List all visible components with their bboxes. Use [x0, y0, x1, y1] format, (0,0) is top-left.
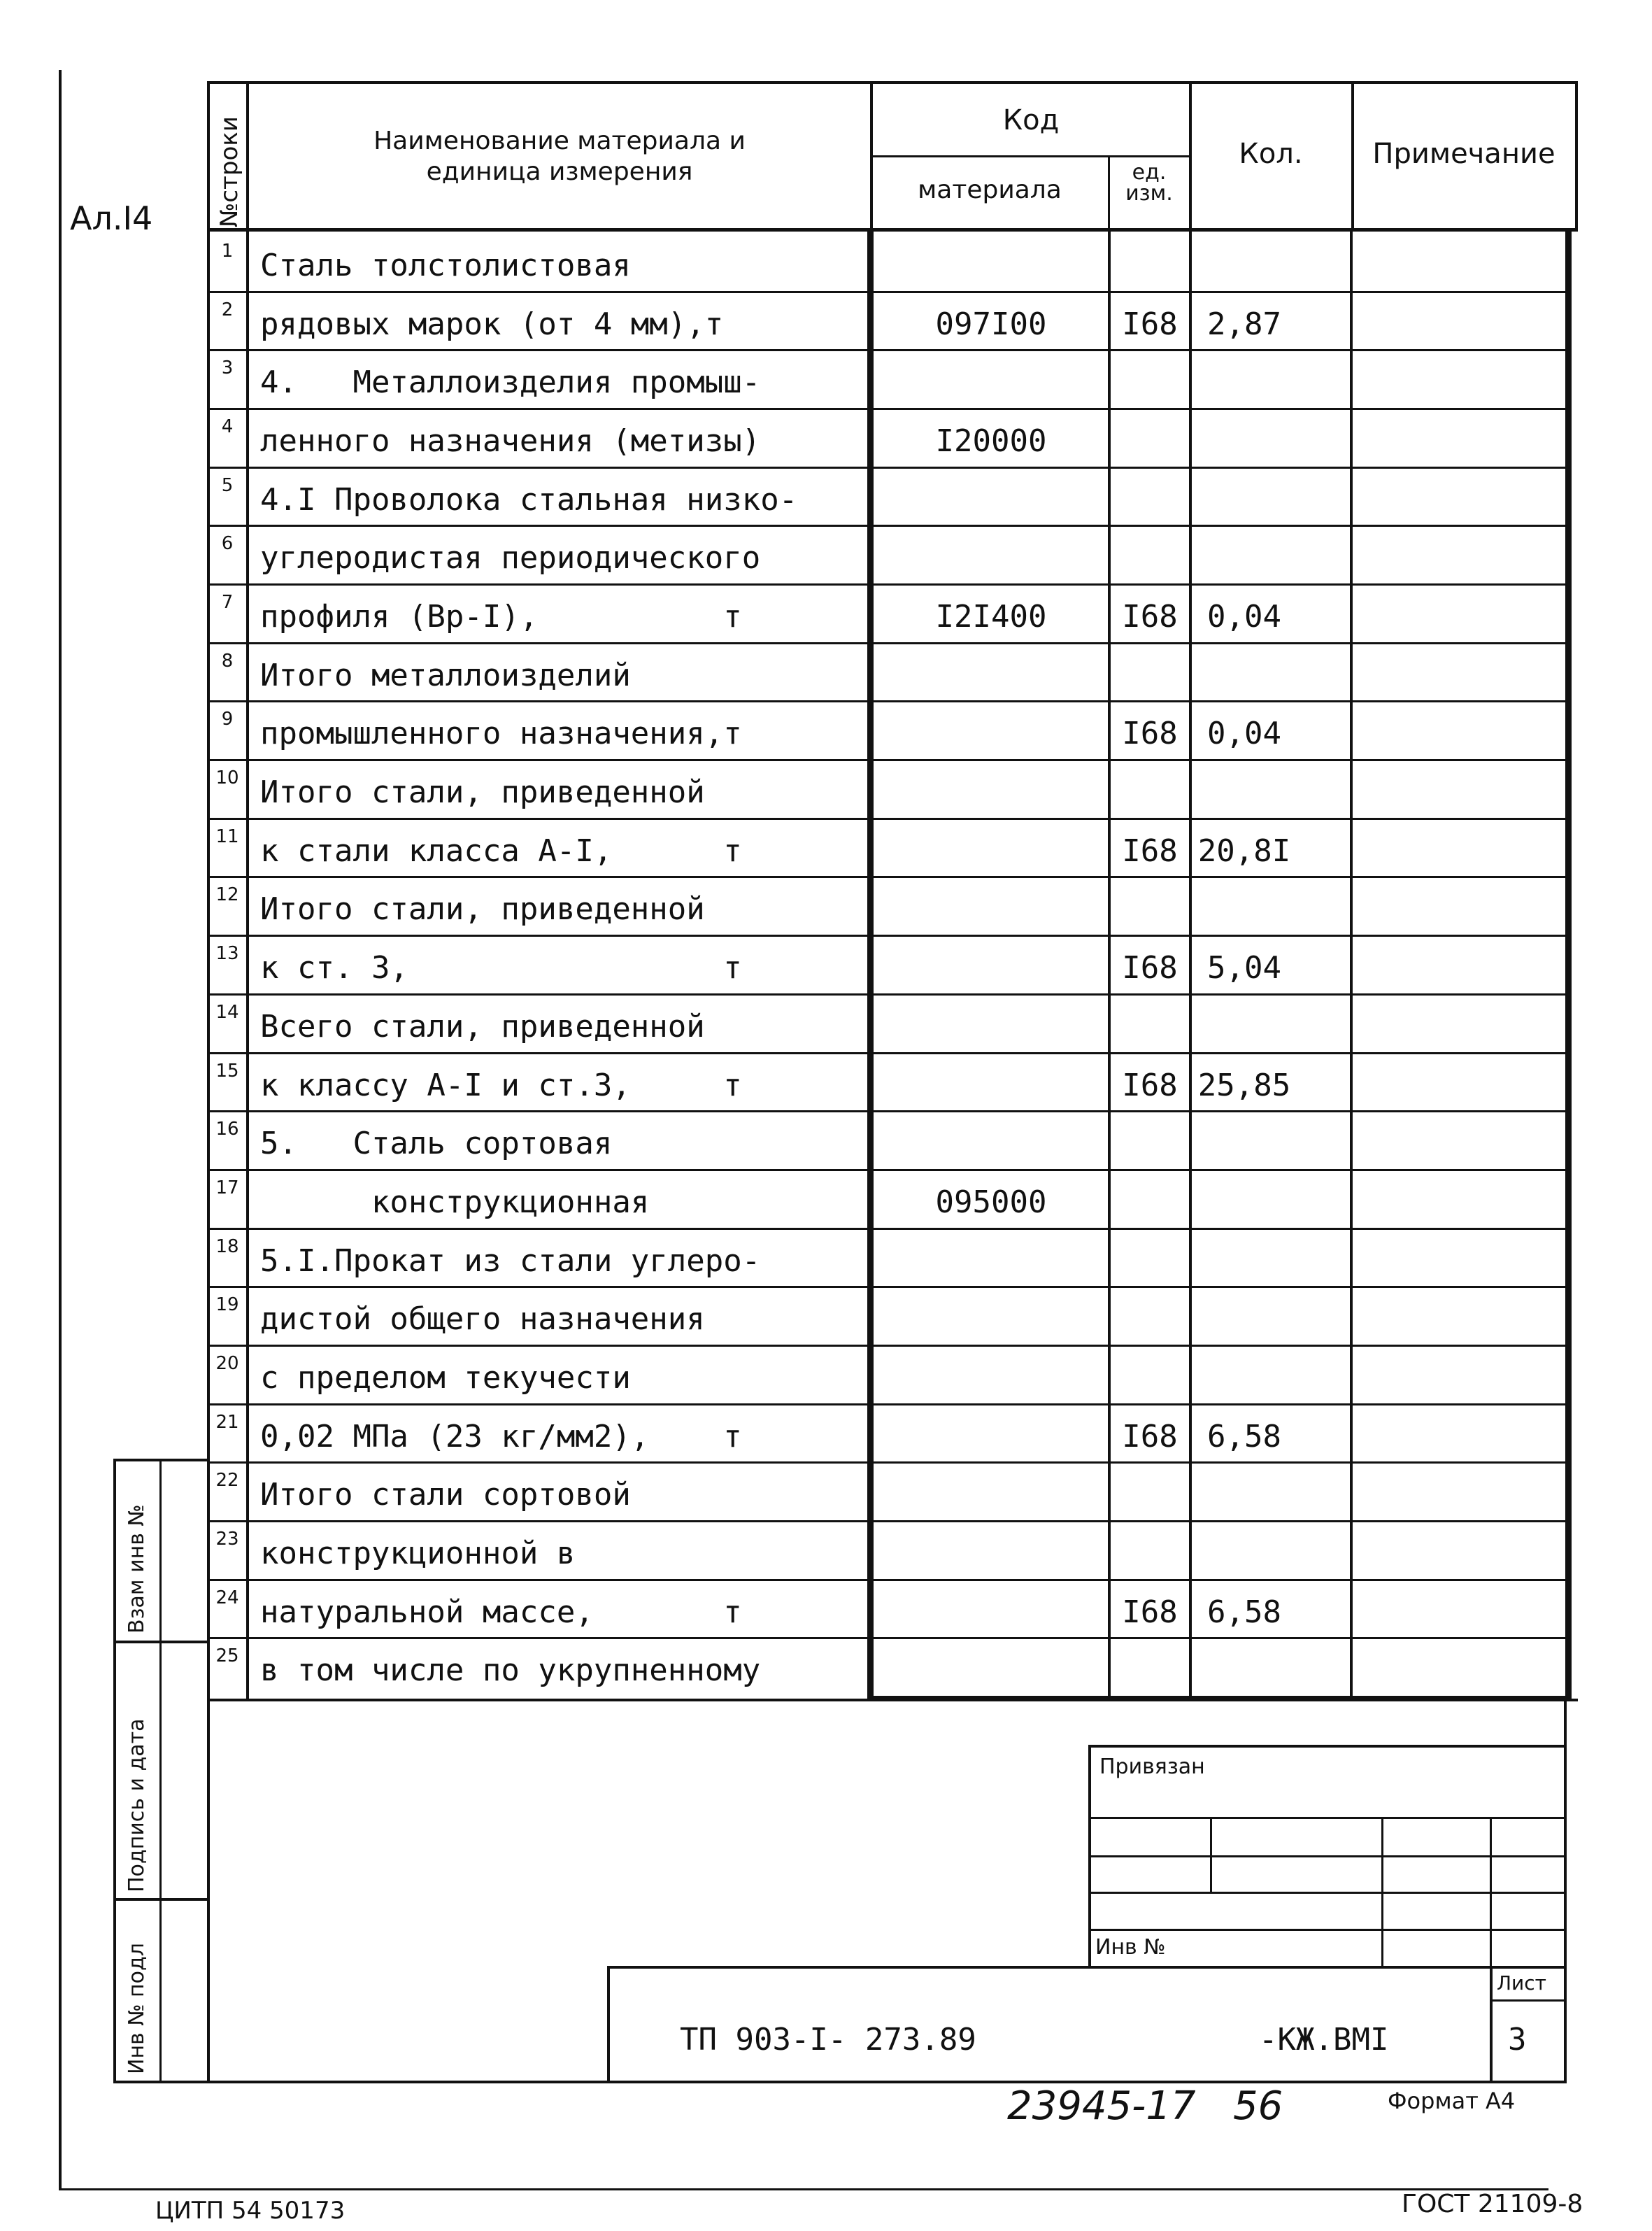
row-number: 18 [215, 1236, 239, 1257]
row-divider [207, 408, 1567, 410]
row-number: 17 [215, 1177, 239, 1198]
sheet-ref: Ал.I4 [70, 199, 153, 237]
handwritten-number: 23945-17 56 [1007, 2083, 1283, 2129]
row-divider [207, 1110, 1567, 1112]
header-code-unit: ед. изм. [1125, 160, 1173, 206]
row-number: 20 [215, 1353, 239, 1374]
data-block-left [867, 231, 874, 1700]
row-name: ленного назначения (метизы) [260, 423, 761, 459]
row-divider [207, 1286, 1567, 1288]
privyazan-line2 [1088, 1855, 1567, 1857]
row-number: 24 [215, 1587, 239, 1608]
list-col-left [1490, 1966, 1493, 2082]
row-divider [207, 349, 1567, 351]
row-divider [207, 291, 1567, 293]
row-divider [207, 525, 1567, 527]
row-number: 19 [215, 1294, 239, 1315]
list-number: 3 [1508, 2022, 1527, 2058]
row-unit: I68 [1122, 1594, 1178, 1630]
row-number: 15 [215, 1061, 239, 1082]
side-strip-left [113, 1459, 116, 2083]
row-name: 5.I.Прокат из стали углеро- [260, 1243, 761, 1279]
table-left-border [207, 83, 210, 2083]
row-number: 10 [215, 767, 239, 788]
privyazan-line4 [1088, 1929, 1567, 1931]
row-name: к классу А-I и ст.3, т [260, 1068, 742, 1103]
side-label-vzam: Взам инв № [124, 1504, 149, 1634]
row-divider [207, 1345, 1567, 1347]
list-label: Лист [1497, 1971, 1546, 1995]
side-strip-mid [159, 1459, 162, 2083]
row-name: Сталь толстолистовая [260, 248, 631, 283]
row-number: 3 [221, 357, 234, 378]
privyazan-label: Привязан [1099, 1755, 1205, 1779]
row-unit: I68 [1122, 1419, 1178, 1454]
row-code: 095000 [935, 1184, 1047, 1220]
document-suffix: -КЖ.ВМI [1259, 2022, 1389, 2058]
row-qty: 0,04 [1207, 599, 1281, 635]
row-divider [207, 1228, 1567, 1230]
row-divider [207, 993, 1567, 996]
inv-no-label: Инв № [1095, 1935, 1166, 1960]
title-block-top [607, 1966, 1567, 1969]
row-name: к стали класса А-I, т [260, 833, 742, 869]
privyazan-col2 [1381, 1817, 1383, 1967]
row-qty: 5,04 [1207, 950, 1281, 986]
row-number: 5 [221, 475, 234, 496]
stamp-right-line [1564, 1699, 1567, 2083]
row-unit: I68 [1122, 833, 1178, 869]
row-number: 14 [215, 1002, 239, 1023]
document-code: ТП 903-I- 273.89 [680, 2022, 976, 2058]
row-unit: I68 [1122, 599, 1178, 635]
row-number: 7 [221, 592, 234, 613]
row-divider [207, 1520, 1567, 1522]
row-name: дистой общего назначения [260, 1301, 705, 1337]
row-number: 8 [221, 651, 234, 672]
row-divider [207, 1169, 1567, 1171]
header-code-split [871, 155, 1190, 157]
footer-right: ГОСТ 21109-8 [1402, 2190, 1583, 2218]
row-number: 25 [215, 1645, 239, 1666]
row-divider [207, 642, 1567, 644]
row-qty: 2,87 [1207, 306, 1281, 342]
row-name: профиля (Вр-I), т [260, 599, 742, 635]
row-qty: 6,58 [1207, 1419, 1281, 1454]
left-binding-line [59, 70, 62, 2190]
list-label-line [1490, 1999, 1567, 2002]
row-qty: 0,04 [1207, 716, 1281, 751]
row-unit: I68 [1122, 950, 1178, 986]
row-number: 4 [221, 416, 234, 437]
col-note-left [1350, 231, 1353, 1699]
stamp-top-line [207, 1699, 1578, 1701]
row-name: 4.I Проволока стальная низко- [260, 482, 798, 518]
row-name: Всего стали, приведенной [260, 1009, 705, 1044]
row-divider [207, 935, 1567, 937]
row-unit: I68 [1122, 306, 1178, 342]
privyazan-line1 [1088, 1817, 1567, 1819]
row-number: 1 [221, 241, 234, 262]
table-top-border [207, 81, 1578, 84]
row-name: промышленного назначения,т [260, 716, 742, 751]
row-name: натуральной массе, т [260, 1594, 742, 1630]
row-divider [207, 1637, 1567, 1639]
row-name: 5. Сталь сортовая [260, 1126, 613, 1161]
row-name: углеродистая периодического [260, 540, 761, 576]
row-name: Итого стали, приведенной [260, 774, 705, 810]
row-name: конструкционной в [260, 1536, 576, 1571]
header-row-number: №строки [215, 116, 243, 227]
format-label: Формат А4 [1388, 2088, 1516, 2114]
row-divider [207, 467, 1567, 469]
row-divider [207, 1461, 1567, 1464]
privyazan-top [1088, 1745, 1567, 1748]
row-name: 4. Металлоизделия промыш- [260, 364, 761, 400]
row-qty: 25,85 [1197, 1068, 1291, 1103]
row-number: 22 [215, 1470, 239, 1491]
row-number: 6 [221, 533, 234, 554]
row-number: 16 [215, 1119, 239, 1140]
row-divider [207, 1052, 1567, 1054]
bottom-binding-line [59, 2188, 1548, 2190]
row-name: 0,02 МПа (23 кг/мм2), т [260, 1419, 742, 1454]
privyazan-col3 [1490, 1817, 1492, 1967]
footer-left: ЦИТП 54 50173 [155, 2197, 346, 2225]
row-number: 2 [221, 299, 234, 320]
side-strip-div2 [113, 1898, 208, 1901]
header-note: Примечание [1372, 138, 1555, 170]
side-label-podpis: Подпись и дата [124, 1718, 149, 1892]
row-divider [207, 1403, 1567, 1405]
header-code-material: материала [918, 176, 1062, 204]
header-name: Наименование материала и единица измерения [373, 127, 746, 186]
privyazan-col1 [1210, 1817, 1212, 1892]
row-code: 097I00 [935, 306, 1047, 342]
row-name: Итого стали, приведенной [260, 891, 705, 927]
header-qty: Кол. [1239, 138, 1303, 170]
row-code: I2I400 [935, 599, 1047, 635]
side-strip-div1 [113, 1641, 208, 1643]
row-divider [207, 759, 1567, 761]
row-name: Итого стали сортовой [260, 1477, 631, 1513]
row-unit: I68 [1122, 1068, 1178, 1103]
data-block-right [1565, 231, 1572, 1700]
row-number: 23 [215, 1529, 239, 1550]
privyazan-line3 [1088, 1892, 1567, 1894]
row-name: к ст. 3, т [260, 950, 742, 986]
row-qty: 6,58 [1207, 1594, 1281, 1630]
row-number: 9 [221, 709, 234, 730]
row-name: с пределом текучести [260, 1360, 631, 1396]
table-numcol-border [246, 83, 249, 1699]
row-number: 21 [215, 1412, 239, 1433]
header-code: Код [1002, 104, 1060, 136]
title-block-left [607, 1966, 610, 2082]
row-name: в том числе по укрупненному [260, 1652, 761, 1688]
row-qty: 20,8I [1197, 833, 1291, 869]
row-divider [207, 818, 1567, 820]
row-number: 11 [215, 826, 239, 847]
row-divider [207, 583, 1567, 586]
row-code: I20000 [935, 423, 1047, 459]
row-divider [207, 1579, 1567, 1581]
side-label-inv-podl: Инв № подл [124, 1943, 149, 2074]
table-right-border [1575, 83, 1578, 231]
row-number: 13 [215, 943, 239, 964]
row-name: рядовых марок (от 4 мм),т [260, 306, 724, 342]
row-divider [207, 700, 1567, 702]
stamp-bottom-line [113, 2081, 1567, 2083]
side-strip-top [113, 1459, 208, 1461]
row-unit: I68 [1122, 716, 1178, 751]
header-bottom-border [207, 228, 1578, 232]
row-divider [207, 876, 1567, 878]
row-name: Итого металлоизделий [260, 658, 631, 693]
row-name: конструкционная [260, 1184, 650, 1220]
row-number: 12 [215, 884, 239, 905]
